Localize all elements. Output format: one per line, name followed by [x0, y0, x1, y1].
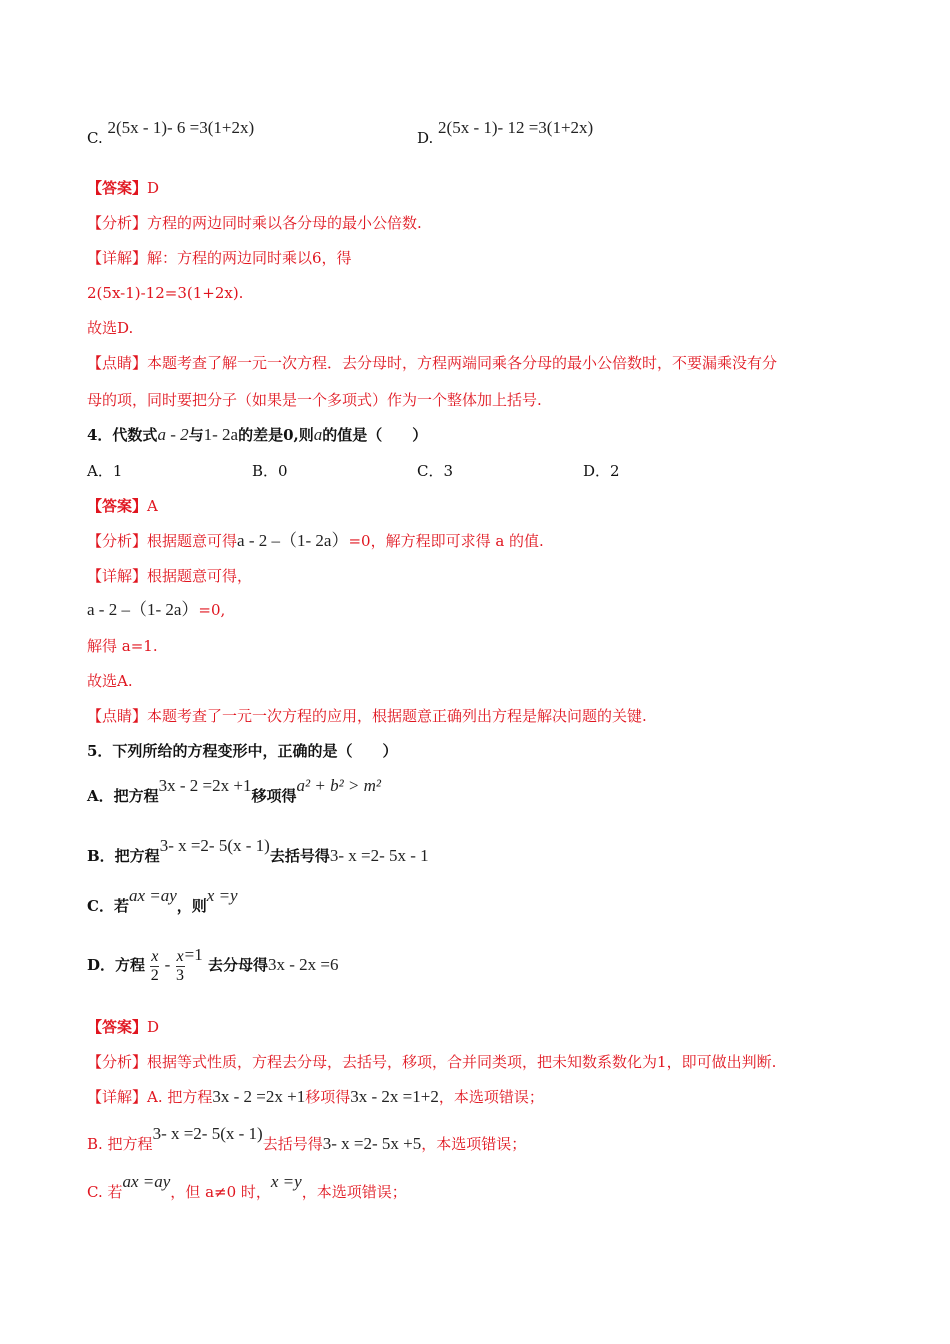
- math-expression: 3x - 2x =6: [267, 955, 339, 974]
- detail-text: 移项得: [305, 1088, 351, 1106]
- q4-stem: [87, 425, 427, 445]
- q5-option-b: [87, 836, 429, 866]
- option-text: D．方程: [87, 956, 146, 974]
- analysis-tag: 【分析】: [87, 1053, 148, 1071]
- step-text: =0,: [198, 601, 226, 619]
- q3-answer: [87, 178, 159, 198]
- q4-option-c: C．3: [417, 462, 454, 480]
- q5-option-a: [87, 776, 382, 806]
- detail-text: 根据题意可得，: [147, 567, 253, 585]
- option-label: D.: [417, 129, 434, 147]
- math-expression: ax =ay: [128, 886, 177, 905]
- option-text: A．把方程: [87, 787, 159, 805]
- option-text: ，则: [176, 897, 207, 915]
- option-text: C．若: [87, 897, 129, 915]
- q4-detail: [87, 566, 252, 586]
- fraction: [176, 948, 185, 985]
- q5-analysis: [87, 1052, 776, 1072]
- analysis-text: 根据等式性质，方程去分母，去括号，移项，合并同类项，把未知数系数化为1，即可做出判断.: [147, 1053, 777, 1071]
- answer-tag: 【答案】: [87, 1018, 148, 1036]
- analysis-text: 根据题意可得: [147, 532, 238, 550]
- detail-text: ，本选项错误；: [301, 1183, 407, 1201]
- q3-analysis: [87, 213, 422, 233]
- math-expression: 2(5x - 1)- 6 =3(1+2x): [107, 118, 255, 137]
- comment-tag: 【点睛】: [87, 354, 148, 372]
- answer-tag: 【答案】: [87, 497, 148, 515]
- comment-text: 本题考查了解一元一次方程．去分母时，方程两端同乘各分母的最小公倍数时，不要漏乘没有分: [147, 354, 778, 372]
- detail-text: C. 若: [87, 1183, 123, 1201]
- q5-option-d: [87, 943, 338, 987]
- q3-step: 2(5x-1)-12=3(1+2x).: [87, 284, 244, 302]
- denominator: 2: [150, 966, 159, 984]
- math-expression: a - 2 –（1- 2a）: [237, 531, 349, 550]
- math-expression: 3x - 2 =2x +1: [212, 1087, 306, 1106]
- option-text: 移项得: [251, 787, 297, 805]
- q4-conclusion: 故选A.: [87, 672, 133, 690]
- numerator: x: [151, 947, 159, 965]
- q4-option-d: D．2: [583, 462, 620, 480]
- analysis-text: 方程的两边同时乘以各分母的最小公倍数.: [147, 214, 422, 232]
- denominator: 3: [176, 966, 185, 984]
- q3-conclusion: 故选D.: [87, 319, 134, 337]
- math-expression: 3x - 2 =2x +1: [158, 776, 252, 795]
- option-label: C.: [87, 129, 103, 147]
- math-expression: a - 2: [157, 425, 189, 444]
- q5-option-c: [87, 886, 238, 916]
- math-expression: 1- 2a: [203, 425, 239, 444]
- q4-answer: [87, 496, 158, 516]
- math-variable: a: [313, 425, 323, 444]
- stem-text: 的差是0,则: [238, 426, 314, 444]
- analysis-tag: 【分析】: [87, 214, 148, 232]
- answer-value: D: [147, 1018, 160, 1036]
- detail-text: B. 把方程: [87, 1135, 153, 1153]
- detail-text: ，本选项错误；: [438, 1088, 544, 1106]
- numerator: x: [176, 947, 184, 965]
- math-operator: -: [164, 955, 171, 974]
- math-expression: x =y: [206, 886, 238, 905]
- math-expression: =1: [184, 945, 203, 964]
- answer-tag: 【答案】: [87, 179, 148, 197]
- q5-answer: [87, 1017, 159, 1037]
- stem-text: 的值是（ ）: [322, 426, 428, 444]
- math-expression: 3x - 2x =1+2: [350, 1087, 439, 1106]
- analysis-tag: 【分析】: [87, 532, 148, 550]
- math-expression: a - 2 –（1- 2a）: [87, 600, 199, 619]
- comment-text: 本题考查了一元一次方程的应用，根据题意正确列出方程是解决问题的关键.: [147, 707, 647, 725]
- q3-comment-cont: 母的项，同时要把分子（如果是一个多项式）作为一个整体加上括号.: [87, 391, 542, 409]
- q3-detail: [87, 248, 352, 268]
- q4-option-a: A．1: [87, 462, 123, 480]
- detail-text: 去括号得: [262, 1135, 323, 1153]
- math-expression: 3- x =2- 5(x - 1): [152, 1124, 263, 1143]
- q5-detail-b: [87, 1124, 527, 1154]
- fraction: [150, 948, 159, 985]
- q4-step: [87, 600, 225, 620]
- detail-text: 解：方程的两边同时乘以6，得: [147, 249, 352, 267]
- q3-option-d: [417, 118, 594, 148]
- comment-tag: 【点睛】: [87, 707, 148, 725]
- detail-tag: 【详解】: [87, 567, 148, 585]
- math-expression: x =y: [270, 1172, 302, 1191]
- q4-comment: [87, 706, 647, 726]
- detail-text: A. 把方程: [147, 1088, 213, 1106]
- q5-detail-c: [87, 1172, 407, 1202]
- q3-option-c: [87, 118, 255, 148]
- detail-tag: 【详解】: [87, 1088, 148, 1106]
- q3-comment: [87, 353, 777, 373]
- detail-text: ，本选项错误；: [421, 1135, 527, 1153]
- math-expression: ax =ay: [122, 1172, 171, 1191]
- q4-option-b: B．0: [252, 462, 288, 480]
- stem-text: 4．代数式: [87, 426, 158, 444]
- math-expression: 3- x =2- 5(x - 1): [159, 836, 270, 855]
- analysis-text: =0，解方程即可求得 a 的值.: [348, 532, 544, 550]
- math-expression: 2(5x - 1)- 12 =3(1+2x): [438, 118, 594, 137]
- q4-analysis: [87, 531, 544, 551]
- detail-tag: 【详解】: [87, 249, 148, 267]
- q5-detail-a: [87, 1087, 544, 1107]
- option-text: 去括号得: [269, 847, 330, 865]
- stem-text: 与: [188, 426, 204, 444]
- option-text: B．把方程: [87, 847, 160, 865]
- detail-text: ，但 a≠0 时，: [170, 1183, 271, 1201]
- math-expression: 3- x =2- 5x +5: [322, 1134, 422, 1153]
- option-text: 去分母得: [207, 956, 268, 974]
- math-expression: 3- x =2- 5x - 1: [329, 846, 429, 865]
- q5-stem: 5．下列所给的方程变形中，正确的是（ ）: [87, 742, 398, 760]
- q4-solve: 解得 a=1.: [87, 637, 158, 655]
- math-expression: a² + b² > m²: [296, 776, 382, 795]
- answer-value: D: [147, 179, 160, 197]
- answer-value: A: [147, 497, 158, 515]
